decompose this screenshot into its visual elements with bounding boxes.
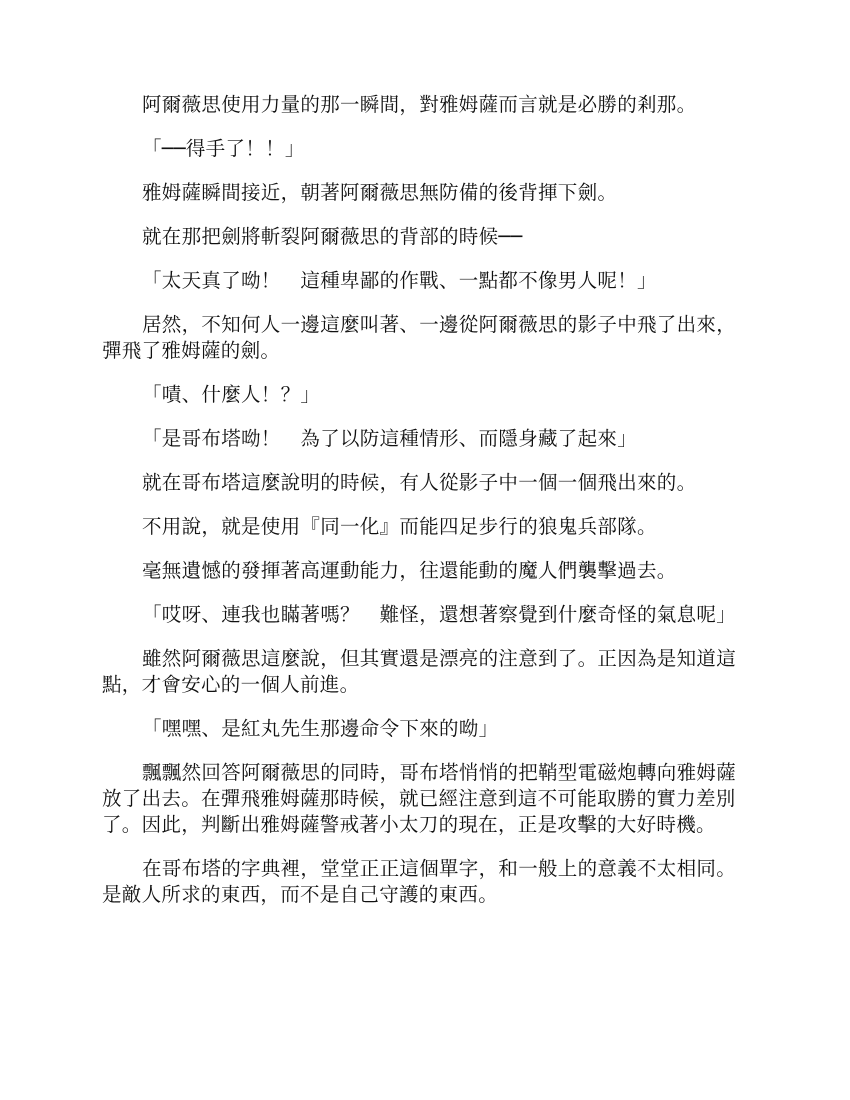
paragraph: 不用說，就是使用『同一化』而能四足步行的狼鬼兵部隊。 <box>142 515 657 538</box>
paragraph: 「是哥布塔呦！ 為了以防這種情形、而隱身藏了起來」 <box>142 427 638 450</box>
paragraph: 「──得手了！！」 <box>142 137 305 160</box>
paragraph: 毫無遺憾的發揮著高運動能力，往還能動的魔人們襲擊過去。 <box>142 559 677 582</box>
paragraph: 「嘿嘿、是紅丸先生那邊命令下來的呦」 <box>142 717 499 740</box>
paragraph: 「嘖、什麼人！？」 <box>142 383 321 406</box>
paragraph: 就在哥布塔這麼說明的時候，有人從影子中一個一個飛出來的。 <box>142 471 697 494</box>
paragraph: 「太天真了呦！ 這種卑鄙的作戰、一點都不像男人呢！」 <box>142 269 657 292</box>
paragraph: 在哥布塔的字典裡，堂堂正正這個單字，和一般上的意義不太相同。是敵人所求的東西，而不是自己守護的東西。 <box>102 857 737 906</box>
document-page <box>102 92 742 926</box>
paragraph: 就在那把劍將斬裂阿爾薇思的背部的時候── <box>142 225 523 248</box>
paragraph: 雅姆薩瞬間接近，朝著阿爾薇思無防備的後背揮下劍。 <box>142 181 618 204</box>
paragraph: 雖然阿爾薇思這麼說，但其實還是漂亮的注意到了。正因為是知道這點，才會安心的一個人前進。 <box>102 647 737 696</box>
paragraph: 阿爾薇思使用力量的那一瞬間，對雅姆薩而言就是必勝的剎那。 <box>142 93 697 116</box>
paragraph: 居然，不知何人一邊這麼叫著、一邊從阿爾薇思的影子中飛了出來，彈飛了雅姆薩的劍。 <box>102 313 737 362</box>
paragraph: 「哎呀、連我也瞞著嗎？ 難怪，還想著察覺到什麼奇怪的氣息呢」 <box>142 603 737 626</box>
paragraph: 飄飄然回答阿爾薇思的同時，哥布塔悄悄的把鞘型電磁炮轉向雅姆薩放了出去。在彈飛雅姆薩那時候，就已經注意到這不可能取勝的實力差別了。因此，判斷出雅姆薩警戒著小太刀的現在，正是攻擊的大好時機。 <box>102 761 737 836</box>
